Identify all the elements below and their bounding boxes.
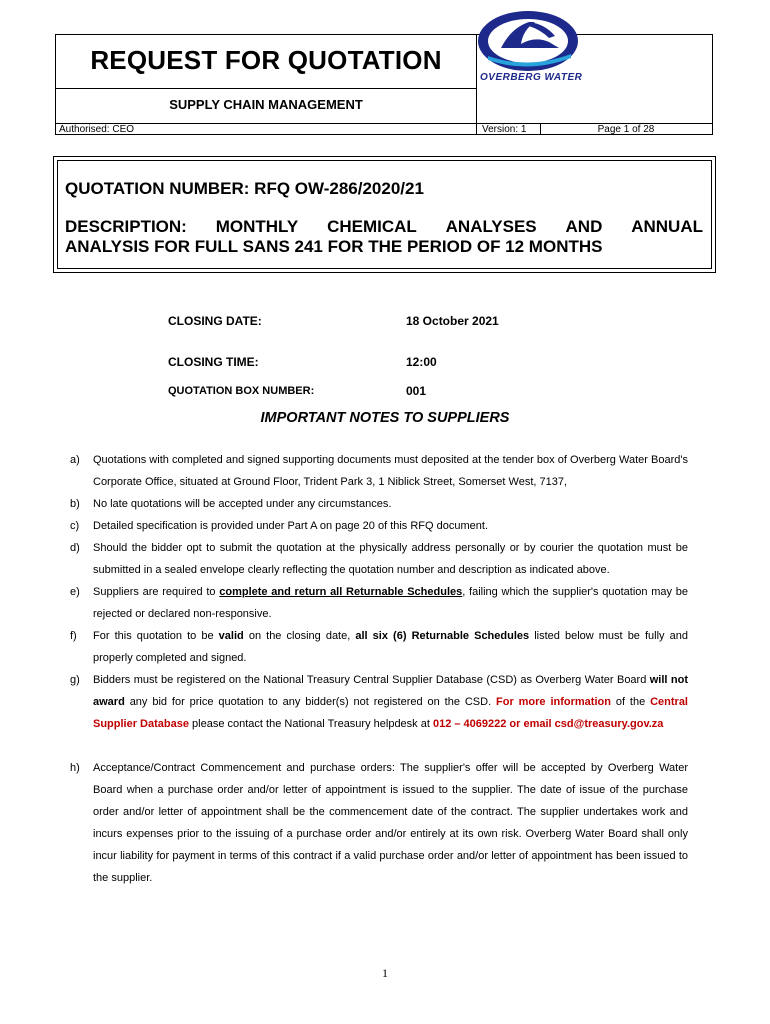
notes-title: IMPORTANT NOTES TO SUPPLIERS [260,410,510,426]
quotation-box-value: 001 [406,384,427,398]
page-indicator: Page 1 of 28 [597,124,655,135]
closing-time-value: 12:00 [406,355,437,369]
version-label: Version: 1 [482,124,527,135]
document-subtitle: SUPPLY CHAIN MANAGEMENT [169,97,363,112]
closing-date-value: 18 October 2021 [406,314,499,328]
quotation-number: QUOTATION NUMBER: RFQ OW-286/2020/21 [65,179,424,198]
document-header [55,34,713,135]
document-title: REQUEST FOR QUOTATION [90,45,442,75]
quotation-box-label: QUOTATION BOX NUMBER: [168,385,315,397]
logo-text: OVERBERG WATER [480,72,583,83]
closing-date-label: CLOSING DATE: [168,314,262,328]
authorised-label: Authorised: CEO [59,124,135,135]
description-line-2: ANALYSIS FOR FULL SANS 241 FOR THE PERIOD OF 12 MONTHS [65,237,603,256]
description-line-1: DESCRIPTION: MONTHLY CHEMICAL ANALYSES AND ANNUAL [65,217,703,236]
closing-time-label: CLOSING TIME: [168,355,259,369]
quotation-description [65,217,703,257]
page-number: 1 [382,966,388,980]
quotation-box [53,156,716,273]
